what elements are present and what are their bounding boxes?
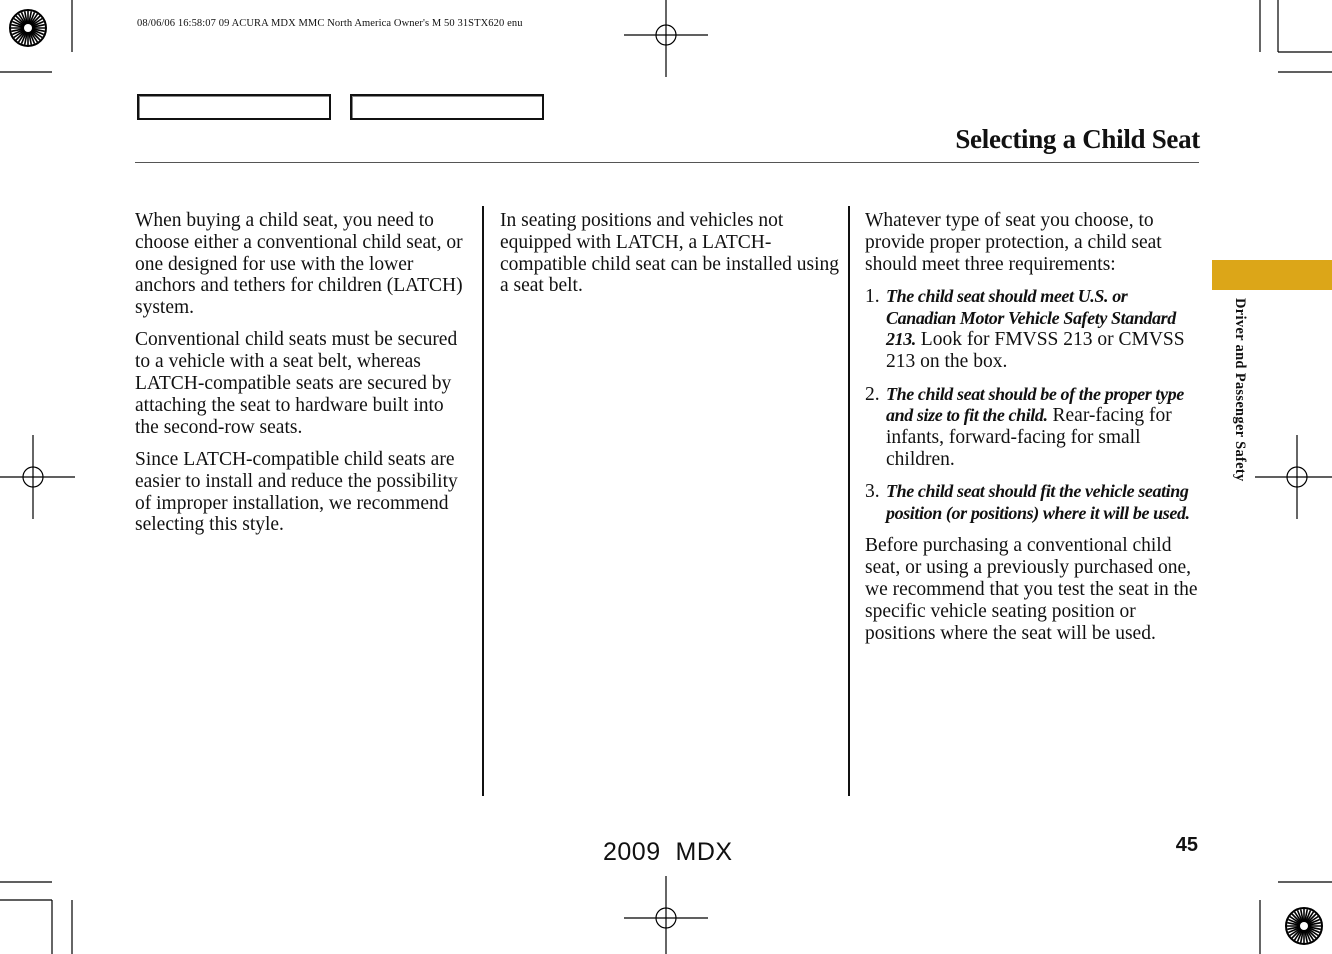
closing-paragraph: Before purchasing a conventional child seat, or using a previously purchased one, we recommend that you test the seat in the specific vehicle seating position or positions where the seat will be used. [865,535,1198,644]
requirement-text: Rear-facing for infants, forward-facing for small children. [886,405,1172,470]
requirement-title: The child seat should be of the proper type and size to fit the child. [886,383,1184,426]
starburst-registration-icon [1286,908,1322,944]
paragraph: Conventional child seats must be secured to a vehicle with a seat belt, whereas LATCH-compatible seats are secured by attaching the seat to hardware built into the second-row seats. [135,329,458,438]
list-number: 1. [865,285,880,307]
section-tab-label: Driver and Passenger Safety [1232,298,1248,482]
column-divider [848,206,850,796]
list-number: 3. [865,481,880,503]
paragraph: In seating positions and vehicles not equipped with LATCH, a LATCH-compatible child seat can be installed using a seat belt. [500,210,839,297]
footer-model: 2009 MDX [603,838,733,866]
column-2 [500,210,840,308]
requirement-text: Look for FMVSS 213 or CMVSS 213 on the box. [886,329,1185,373]
list-item [865,286,1200,373]
printer-info: 08/06/06 16:58:07 09 ACURA MDX MMC North America Owner's M 50 31STX620 enu [137,18,523,29]
title-rule [135,162,1199,163]
paragraph: Since LATCH-compatible child seats are easier to install and reduce the possibility of improper installation, we recommend selecting this style. [135,448,458,536]
header-nav-box-left [137,94,331,120]
page-title: Selecting a Child Seat [955,124,1200,154]
list-number: 2. [865,383,880,405]
page-number: 45 [1175,834,1198,856]
column-divider [482,206,484,796]
column-1 [135,210,470,547]
column-3 [865,210,1200,655]
registration-target-icon [624,876,708,954]
intro-paragraph: Whatever type of seat you choose, to provide proper protection, a child seat should meet three requirements: [865,210,1162,275]
requirements-list [865,286,1200,525]
section-tab-marker [1212,260,1332,290]
requirement-title: The child seat should meet U.S. or Canadian Motor Vehicle Safety Standard 213. [886,285,1176,350]
requirement-title: The child seat should fit the vehicle seating position (or positions) where it will be used. [886,481,1190,524]
registration-target-icon [624,0,708,77]
registration-target-icon [1255,435,1332,519]
list-item [865,384,1200,471]
registration-target-icon [0,435,75,519]
list-item [865,481,1200,525]
header-nav-box-right [350,94,544,120]
starburst-registration-icon [10,10,46,46]
paragraph: When buying a child seat, you need to choose either a conventional child seat, or one designed for use with the lower anchors and tethers for children (LATCH) system. [135,210,463,319]
